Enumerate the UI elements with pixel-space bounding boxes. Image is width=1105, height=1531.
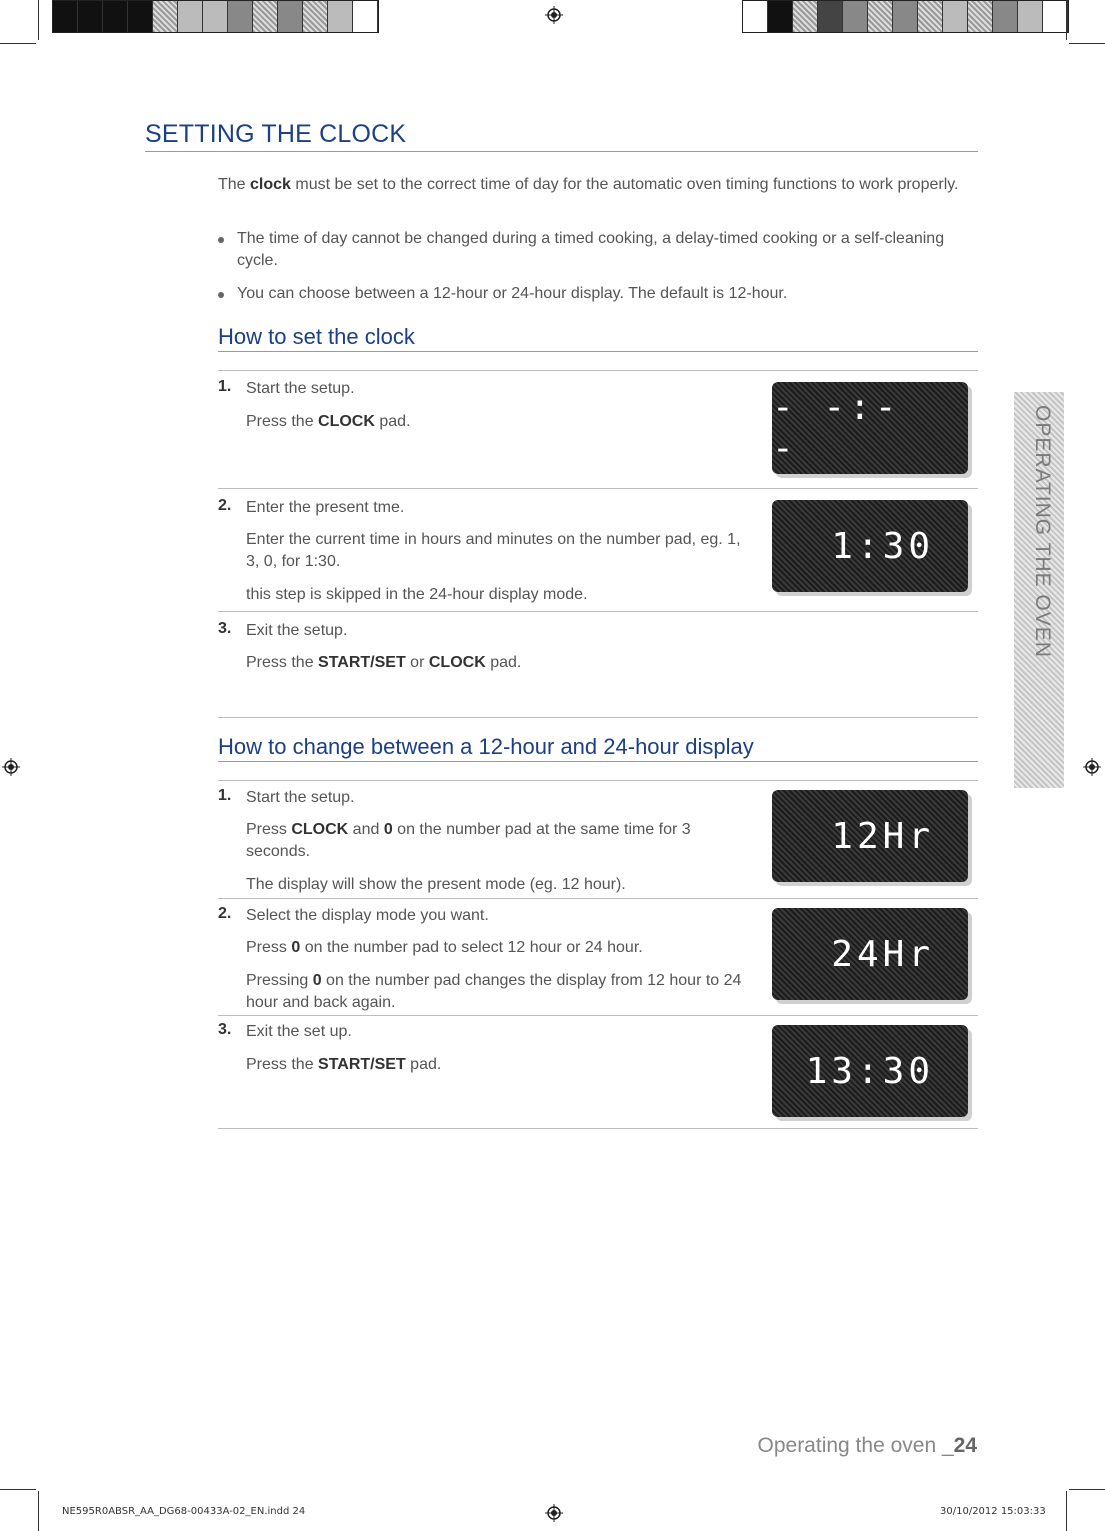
step-instruction: Press the START/SET pad.	[246, 1056, 442, 1073]
display-12hr: 12Hr	[772, 790, 968, 882]
display-13-30: 13:30	[772, 1025, 968, 1117]
crop-mark	[0, 1489, 36, 1490]
step-instruction: Enter the current time in hours and minutes on the number pad, eg. 1, 3, 0, for 1:30.	[246, 531, 741, 570]
crop-mark	[1066, 0, 1067, 40]
section-rule	[218, 370, 978, 371]
display-dashes: - -:- -	[772, 382, 968, 474]
step-rule	[218, 717, 978, 718]
crop-mark	[38, 1491, 39, 1531]
step-number: 3.	[218, 620, 232, 637]
display-24hr: 24Hr	[772, 908, 968, 1000]
step-note: The display will show the present mode (eg. 12 hour).	[246, 876, 626, 893]
crop-mark	[38, 0, 39, 40]
title-rule	[145, 151, 978, 152]
page-title: SETTING THE CLOCK	[145, 120, 407, 148]
step-instruction: Press CLOCK and 0 on the number pad at the same time for 3 seconds.	[246, 821, 691, 860]
step-rule	[218, 1128, 978, 1129]
step-rule	[218, 898, 978, 899]
slug-filename: NE595R0ABSR_AA_DG68-00433A-02_EN.indd 24	[62, 1506, 306, 1517]
intro-paragraph: The clock must be set to the correct time of day for the automatic oven timing functions to work properly.	[218, 176, 959, 193]
step-heading: Exit the setup.	[246, 622, 348, 639]
section-rule	[218, 351, 978, 352]
step-number: 1.	[218, 378, 232, 395]
color-bar-right	[742, 0, 1069, 33]
crop-mark	[0, 43, 36, 44]
display-time-1-30: 1:30	[772, 500, 968, 592]
step-instruction: Press 0 on the number pad to select 12 hour or 24 hour.	[246, 939, 643, 956]
step-rule	[218, 1015, 978, 1016]
step-number: 2.	[218, 905, 232, 922]
step-instruction: Press the START/SET or CLOCK pad.	[246, 654, 522, 671]
step-heading: Exit the set up.	[246, 1023, 352, 1040]
crop-mark	[1066, 1491, 1067, 1531]
section-rule	[218, 780, 978, 781]
step-number: 3.	[218, 1021, 232, 1038]
section-title-change-display: How to change between a 12-hour and 24-hour display	[218, 734, 754, 759]
registration-mark-top	[545, 6, 563, 24]
bullet-item: You can choose between a 12-hour or 24-hour display. The default is 12-hour.	[237, 283, 972, 305]
step-heading: Select the display mode you want.	[246, 907, 489, 924]
step-heading: Enter the present tme.	[246, 499, 405, 516]
step-rule	[218, 611, 978, 612]
registration-mark-left	[2, 758, 20, 776]
chapter-tab-label: OPERATING THE OVEN	[1031, 405, 1054, 658]
registration-mark-right	[1083, 758, 1101, 776]
step-note: Pressing 0 on the number pad changes the display from 12 hour to 24 hour and back again.	[246, 972, 742, 1011]
crop-mark	[1069, 1489, 1105, 1490]
step-rule	[218, 488, 978, 489]
section-title-set-clock: How to set the clock	[218, 324, 415, 349]
step-instruction: Press the CLOCK pad.	[246, 413, 411, 430]
page-footer: Operating the oven _24	[757, 1434, 977, 1457]
registration-mark-bottom	[545, 1504, 563, 1522]
section-rule	[218, 761, 978, 762]
step-heading: Start the setup.	[246, 789, 355, 806]
step-number: 2.	[218, 497, 232, 514]
color-bar-left	[52, 0, 379, 33]
step-number: 1.	[218, 787, 232, 804]
slug-timestamp: 30/10/2012 15:03:33	[940, 1506, 1046, 1517]
step-note: this step is skipped in the 24-hour display mode.	[246, 586, 588, 603]
step-heading: Start the setup.	[246, 380, 355, 397]
bullet-item: The time of day cannot be changed during a timed cooking, a delay-timed cooking or a self-cleaning cycle.	[237, 228, 972, 272]
crop-mark	[1069, 43, 1105, 44]
